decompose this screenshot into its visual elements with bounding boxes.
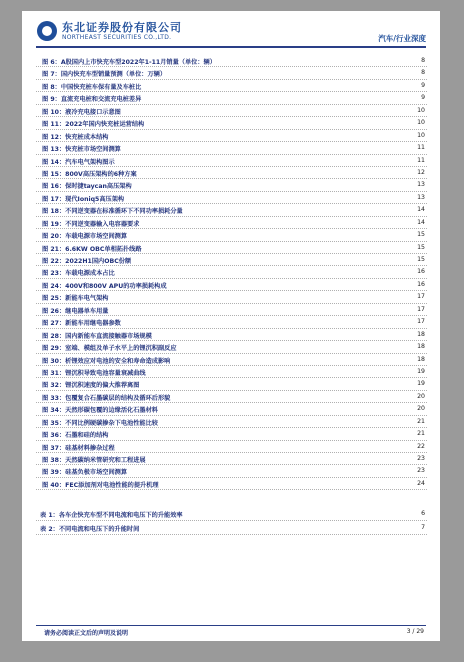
toc-entry-title: 图 36：石墨和硅的结构: [42, 432, 109, 440]
toc-entry-page: 12: [417, 168, 425, 176]
toc-entry-title: 图 15：800V高压架构的6种方案: [42, 170, 137, 178]
toc-entry[interactable]: [36, 80, 427, 92]
toc-entry-page: 10: [417, 131, 425, 139]
table-entry-page: 7: [421, 524, 425, 531]
toc-entry[interactable]: [36, 117, 427, 129]
toc-entry[interactable]: [36, 155, 427, 167]
toc-entry-title: 图 35：不同比例硬碳掺杂下电池性能比较: [42, 419, 158, 427]
toc-entry-page: 8: [421, 69, 425, 77]
toc-entry-page: 9: [421, 94, 425, 102]
toc-entry-page: 13: [417, 193, 425, 201]
toc-entry[interactable]: [36, 403, 427, 415]
toc-entry[interactable]: [36, 428, 427, 440]
toc-entry-page: 16: [417, 268, 425, 276]
toc-entry[interactable]: [36, 217, 427, 229]
table-entry-page: 6: [421, 510, 425, 517]
toc-entry[interactable]: [36, 329, 427, 341]
toc-entry[interactable]: [36, 55, 427, 67]
toc-entry-page: 17: [417, 305, 425, 313]
toc-entry-page: 18: [417, 343, 425, 351]
toc-entry-page: 13: [417, 181, 425, 189]
company-name-en: NORTHEAST SECURITIES CO.,LTD.: [62, 34, 172, 41]
toc-entry[interactable]: [36, 391, 427, 403]
toc-entry-title: 图 40：FEC添加剂对电池性能的提升机理: [42, 481, 159, 489]
toc-entry-page: 20: [417, 392, 425, 400]
toc-entry[interactable]: [36, 354, 427, 366]
toc-entry-page: 22: [417, 442, 425, 450]
toc-entry-title: 图 24：400V和800V APU的功率损耗构成: [42, 282, 167, 290]
toc-entry[interactable]: [36, 179, 427, 191]
toc-entry-title: 图 34：天然形碳包覆的边缘活化石墨材料: [42, 407, 158, 415]
toc-entry[interactable]: [36, 130, 427, 142]
toc-entry-title: 图 14：汽车电气架构图示: [42, 158, 115, 166]
toc-entry[interactable]: [36, 341, 427, 353]
toc-entry[interactable]: [36, 204, 427, 216]
toc-entry-page: 21: [417, 417, 425, 425]
toc-entry-page: 10: [417, 106, 425, 114]
header-divider: [36, 46, 426, 48]
table-entry-title: 表 2：不同电流和电压下的升能时间: [40, 526, 140, 533]
toc-entry-title: 图 29：室端、模组及单子水平上的锂沉积副反应: [42, 345, 177, 353]
toc-entry-page: 21: [417, 430, 425, 438]
toc-entry-page: 17: [417, 293, 425, 301]
toc-entry-title: 图 12：快充桩成本结构: [42, 133, 109, 141]
toc-entry-title: 图 27：新能车用继电器参数: [42, 320, 121, 328]
toc-entry-page: 16: [417, 280, 425, 288]
company-name-cn: 东北证券股份有限公司: [62, 21, 182, 34]
figure-list: [36, 55, 427, 490]
toc-entry-title: 图 39：硅基负极市场空间测算: [42, 469, 128, 477]
page-number: 3 / 29: [406, 628, 424, 635]
toc-entry[interactable]: [36, 366, 427, 378]
toc-entry-title: 图 13：快充桩市场空间测算: [42, 146, 121, 154]
toc-entry[interactable]: [36, 279, 427, 291]
toc-entry[interactable]: [36, 416, 427, 428]
toc-entry[interactable]: [36, 254, 427, 266]
toc-entry-page: 14: [417, 218, 425, 226]
toc-entry-title: 图 31：锂沉积导致电池容量衰减曲线: [42, 369, 146, 377]
toc-entry-title: 图 7：国内快充车型销量预测（单位：万辆）: [42, 71, 167, 79]
toc-entry-page: 17: [417, 318, 425, 326]
toc-entry-page: 9: [421, 81, 425, 89]
toc-entry-page: 15: [417, 256, 425, 263]
toc-entry[interactable]: [36, 142, 427, 154]
toc-entry-title: 图 11：2022年国内快充桩运营结构: [42, 121, 145, 129]
toc-entry-page: 14: [417, 206, 425, 214]
toc-entry[interactable]: [36, 105, 427, 117]
toc-entry[interactable]: [36, 266, 427, 278]
toc-entry[interactable]: [36, 92, 427, 104]
document-page: [22, 11, 440, 641]
toc-entry-title: 图 10：液冷充电接口示意图: [42, 108, 121, 116]
toc-entry[interactable]: [36, 304, 427, 316]
table-entry[interactable]: [36, 507, 427, 521]
toc-entry[interactable]: [36, 192, 427, 204]
toc-entry-page: 11: [417, 144, 425, 152]
footer-divider: [36, 625, 426, 626]
toc-entry-page: 15: [417, 243, 425, 251]
toc-entry[interactable]: [36, 453, 427, 465]
toc-entry-title: 图 26：继电器单车用量: [42, 307, 109, 315]
toc-entry-title: 图 25：新能车电气架构: [42, 295, 109, 303]
toc-entry-page: 18: [417, 355, 425, 363]
toc-entry-title: 图 8：中国快充桩车保有量及车桩比: [42, 83, 142, 91]
toc-entry[interactable]: [36, 465, 427, 477]
toc-entry[interactable]: [36, 316, 427, 328]
toc-entry-page: 8: [421, 57, 425, 64]
toc-entry-title: 图 19：不同逆变器输入电容器要求: [42, 220, 140, 228]
toc-entry-title: 图 37：硅基材料掺杂过程: [42, 444, 115, 452]
toc-entry-title: 图 18：不同逆变器在标准循环下不同功率损耗分量: [42, 208, 183, 216]
toc-entry-page: 18: [417, 330, 425, 338]
toc-entry-page: 15: [417, 231, 425, 239]
toc-entry[interactable]: [36, 67, 427, 79]
toc-entry-title: 图 16：保时捷taycan高压架构: [42, 183, 132, 191]
toc-entry-page: 24: [417, 479, 425, 487]
toc-entry-title: 图 17：现代Ioniq5高压架构: [42, 195, 125, 203]
toc-entry-title: 图 32：锂沉积速度的偏大推荐离图: [42, 382, 140, 390]
toc-entry-page: 23: [417, 455, 425, 462]
toc-entry-title: 图 30：析锂效应对电池的安全和寿命造成影响: [42, 357, 171, 365]
toc-entry-page: 19: [417, 367, 425, 375]
toc-entry-page: 19: [417, 380, 425, 388]
toc-entry-title: 图 9：直流充电桩和交流充电桩差异: [42, 96, 142, 104]
toc-entry[interactable]: [36, 478, 427, 490]
table-entry-title: 表 1：各车企快充车型不同电流和电压下的升能效率: [40, 512, 183, 519]
toc-entry-page: 23: [417, 467, 425, 475]
toc-entry-title: 图 20：车载电源市场空间测算: [42, 233, 128, 241]
toc-entry-title: 图 38：天然碳纳米管研究和工程进展: [42, 457, 146, 464]
toc-entry-page: 10: [417, 119, 425, 127]
toc-entry[interactable]: [36, 291, 427, 303]
toc-entry[interactable]: [36, 229, 427, 241]
toc-entry-title: 图 28：国内新能车直流接触器市场规模: [42, 332, 152, 340]
toc-entry-title: 图 33：包覆复合石墨碳层的结构及循环后形貌: [42, 394, 171, 402]
table-entry[interactable]: [36, 521, 427, 535]
footer-disclaimer: 请务必阅读正文后的声明及说明: [44, 630, 129, 637]
toc-entry-page: 20: [417, 405, 425, 413]
toc-entry[interactable]: [36, 378, 427, 390]
report-category: 汽车/行业深度: [378, 34, 426, 43]
toc-entry[interactable]: [36, 441, 427, 453]
toc-entry[interactable]: [36, 167, 427, 179]
toc-entry-title: 图 21：6.6KW OBC单相拓扑线路: [42, 245, 142, 253]
toc-entry[interactable]: [36, 242, 427, 254]
toc-entry-title: 图 6：A股国内上市快充车型2022年1-11月销量（单位：辆）: [42, 59, 216, 66]
table-list: [36, 507, 427, 535]
company-logo: [37, 21, 57, 41]
toc-entry-title: 图 23：车载电源成本占比: [42, 270, 115, 278]
toc-entry-page: 11: [417, 156, 425, 164]
toc-entry-title: 图 22：2022H1国内OBC份额: [42, 258, 132, 265]
